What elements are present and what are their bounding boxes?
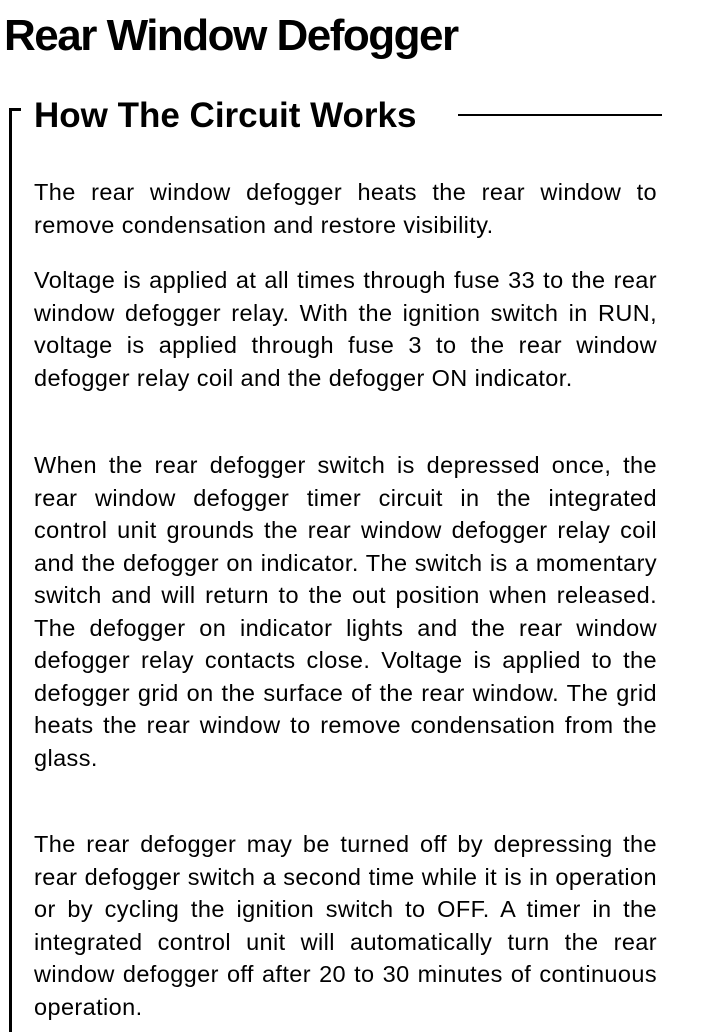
page-title: Rear Window Defogger (4, 11, 458, 60)
paragraph-operation: When the rear defogger switch is depressed once, the rear window defogger timer circuit in the integrated control unit grounds the rear window defogger relay coil and the defogger on indicator. The switch is a momentary switch and will return to the out position when released. The defogger on indicator lights and the rear window defogger relay contacts close. Voltage is applied to the defogger grid on the surface of the rear window. The grid heats the rear window to remove condensation from the glass. (34, 452, 657, 771)
paragraph-purpose: The rear window defogger heats the rear window to remove condensation and restore visibility. (34, 179, 657, 238)
heading-rule (458, 114, 662, 116)
section-left-rule (9, 108, 12, 1032)
section-corner-tick (9, 108, 21, 111)
paragraph-turn-off: The rear defogger may be turned off by depressing the rear defogger switch a second time while it is in operation or by cycling the ignition switch to OFF. A timer in the integrated control unit will automatically turn the rear window defogger off after 20 to 30 minutes of continuous operation. (34, 831, 657, 1020)
section-heading: How The Circuit Works (34, 96, 417, 135)
paragraph-voltage-supply: Voltage is applied at all times through fuse 33 to the rear window defogger relay. With the ignition switch in RUN, voltage is applied through fuse 3 to the rear window defogger relay coil and the defogger ON indicator. (34, 267, 657, 391)
